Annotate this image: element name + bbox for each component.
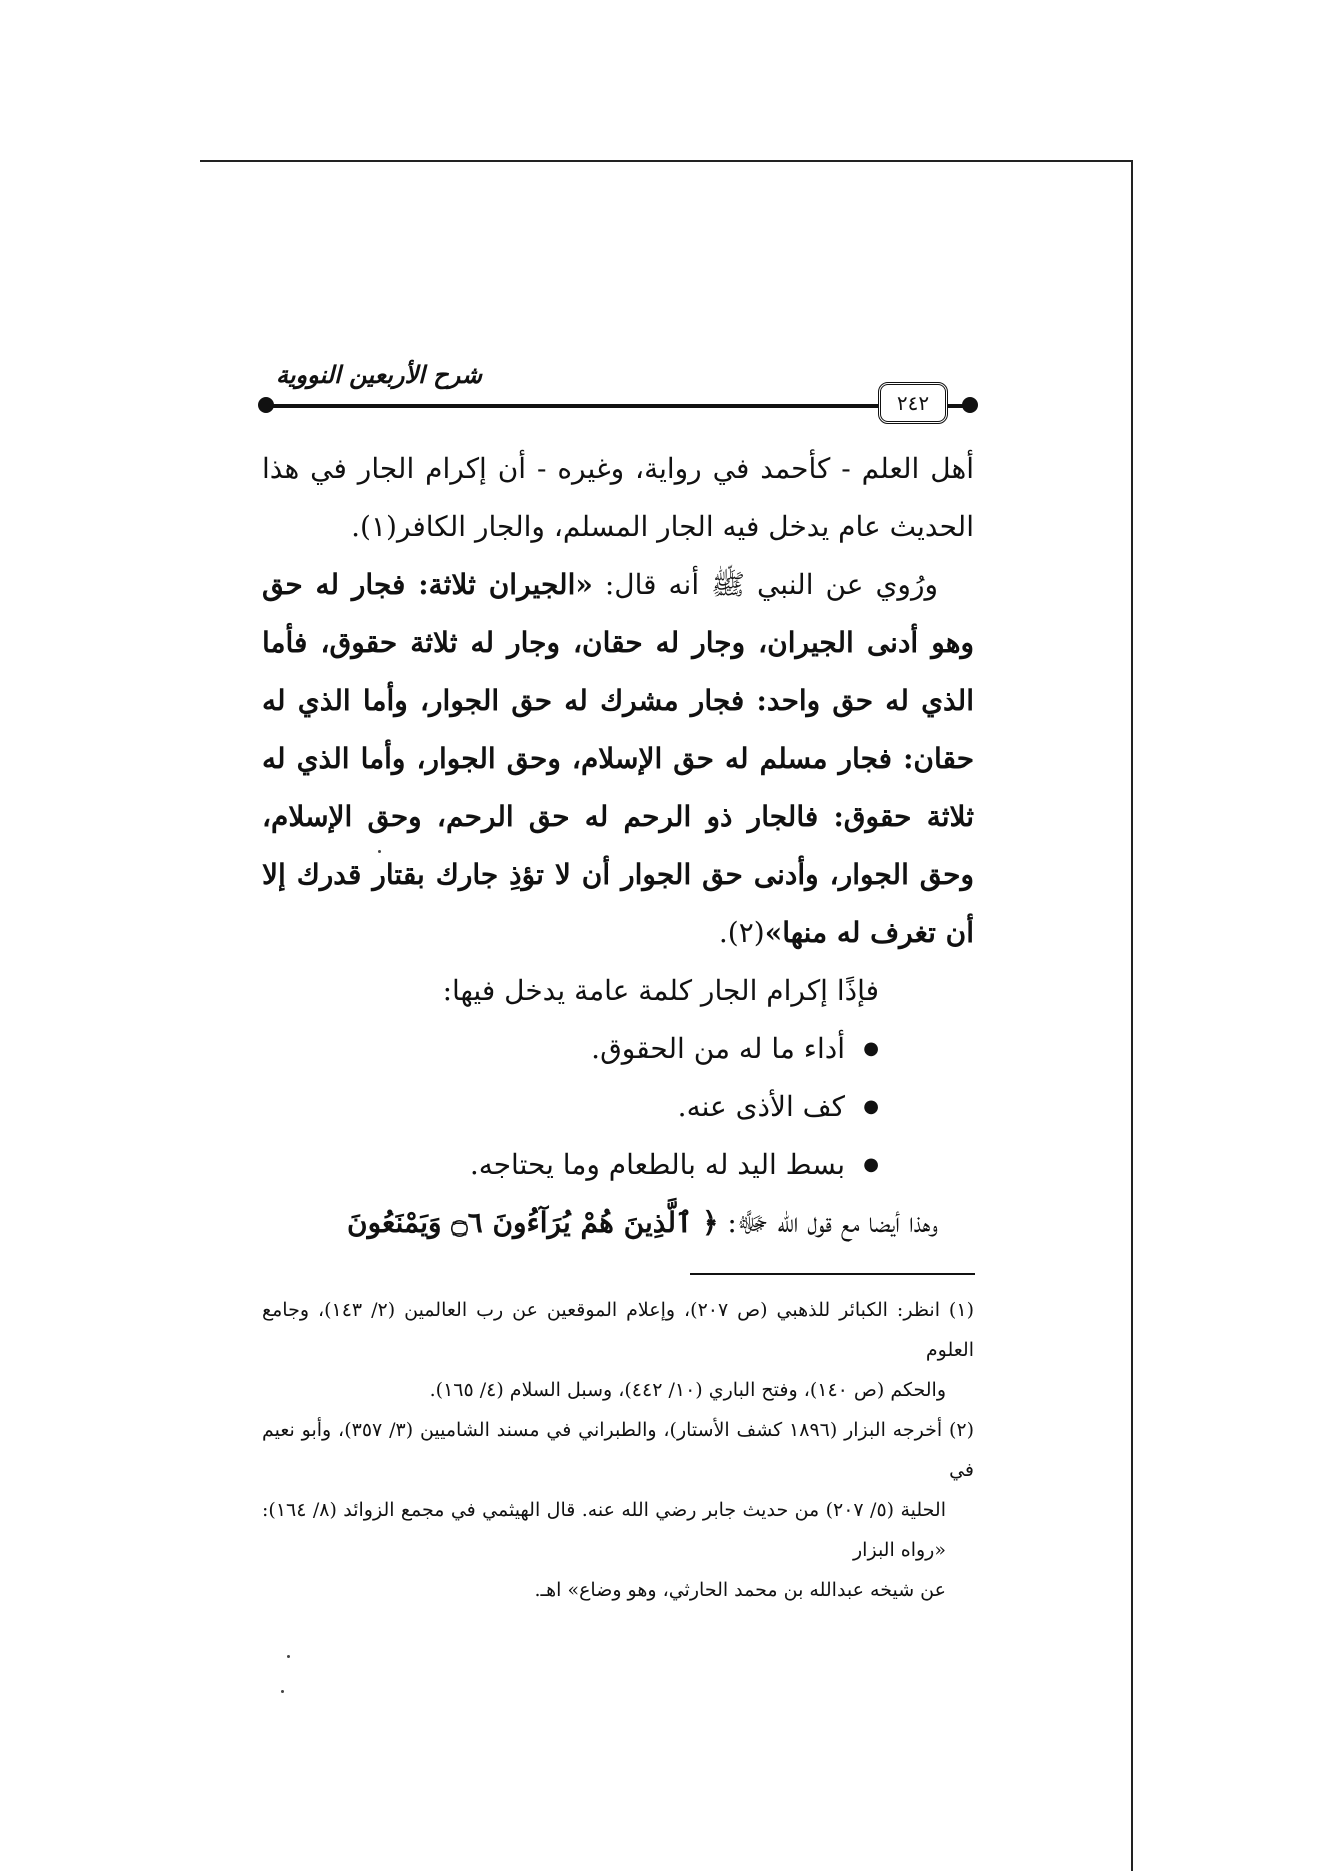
footnote-2-line-2: الحلية (٥/ ٢٠٧) من حديث جابر رضي الله عنه. قال الهيثمي في مجمع الزوائد (٨/ ١٦٤): «رواه البزار xyxy=(262,1499,946,1561)
crop-line-right xyxy=(1131,160,1133,1871)
scan-speck xyxy=(378,850,381,853)
conclusion-line: فإذًا إكرام الجار كلمة عامة يدخل فيها: xyxy=(442,974,879,1007)
rights-list xyxy=(262,1020,879,1194)
hadith-quote: «الجيران ثلاثة: فجار له حق وهو أدنى الجيران، وجار له حقان، وجار له ثلاثة حقوق، فأما الذي له حق واحد: فجار مشرك له حق الجوار، وأما الذي له حقان: فجار مسلم له حق الإسلام، وحق الجوار، وأما الذي له ثلاثة حقوق: فالجار ذو الرحم له حق الرحم، وحق الإسلام، وحق الجوار، وأدنى حق الجوار أن لا تؤذِ جارك بقتار قدرك إلا أن تغرف له منها» xyxy=(262,568,974,949)
paragraph-2 xyxy=(262,556,974,962)
crop-line-top xyxy=(200,160,1132,162)
scan-speck xyxy=(281,1690,284,1693)
main-text xyxy=(262,440,974,1252)
list-item: ● كف الأذى عنه. xyxy=(262,1078,879,1136)
footnote-1-line-2: والحكم (ص ١٤٠)، وفتح الباري (١٠/ ٤٤٢)، وسبل السلام (٤/ ١٦٥). xyxy=(429,1379,946,1401)
header-ornament-dot-left xyxy=(258,397,274,413)
scan-speck xyxy=(287,1655,290,1658)
list-item: ● أداء ما له من الحقوق. xyxy=(262,1020,879,1078)
hadith-intro: ورُوي عن النبي ﷺ أنه قال: xyxy=(592,568,938,601)
footnote-ref-2: (٢). xyxy=(718,916,765,949)
quran-verse: ﴿ ٱلَّذِينَ هُمْ يُرَآءُونَ ۝٦ وَيَمْنَعُونَ xyxy=(347,1206,719,1239)
header-ornament-dot-right xyxy=(962,397,978,413)
running-book-title: شرح الأربعين النووية xyxy=(276,360,483,389)
verse-line xyxy=(262,1194,974,1252)
footnote-separator xyxy=(690,1273,975,1275)
verse-intro: وهذا أيضا مع قول الله ﷻ: xyxy=(718,1206,938,1239)
paragraph-1: أهل العلم - كأحمد في رواية، وغيره - أن إكرام الجار في هذا الحديث عام يدخل فيه الجار المسلم، والجار الكافر(١). xyxy=(262,452,974,543)
footnote-2-line-3: عن شيخه عبدالله بن محمد الحارثي، وهو وضاع» اهـ. xyxy=(534,1579,946,1601)
footnotes xyxy=(262,1290,974,1610)
header-rule xyxy=(266,404,966,408)
footnote-2-line-1: (٢) أخرجه البزار (١٨٩٦ كشف الأستار)، والطبراني في مسند الشاميين (٣/ ٣٥٧)، وأبو نعيم في xyxy=(262,1419,975,1481)
list-item: ● بسط اليد له بالطعام وما يحتاجه. xyxy=(262,1136,879,1194)
page-number: ٢٤٢ xyxy=(878,382,948,424)
footnote-1-line-1: (١) انظر: الكبائر للذهبي (ص ٢٠٧)، وإعلام الموقعين عن رب العالمين (٢/ ١٤٣)، وجامع العلوم xyxy=(262,1299,974,1361)
page-header xyxy=(258,360,978,420)
